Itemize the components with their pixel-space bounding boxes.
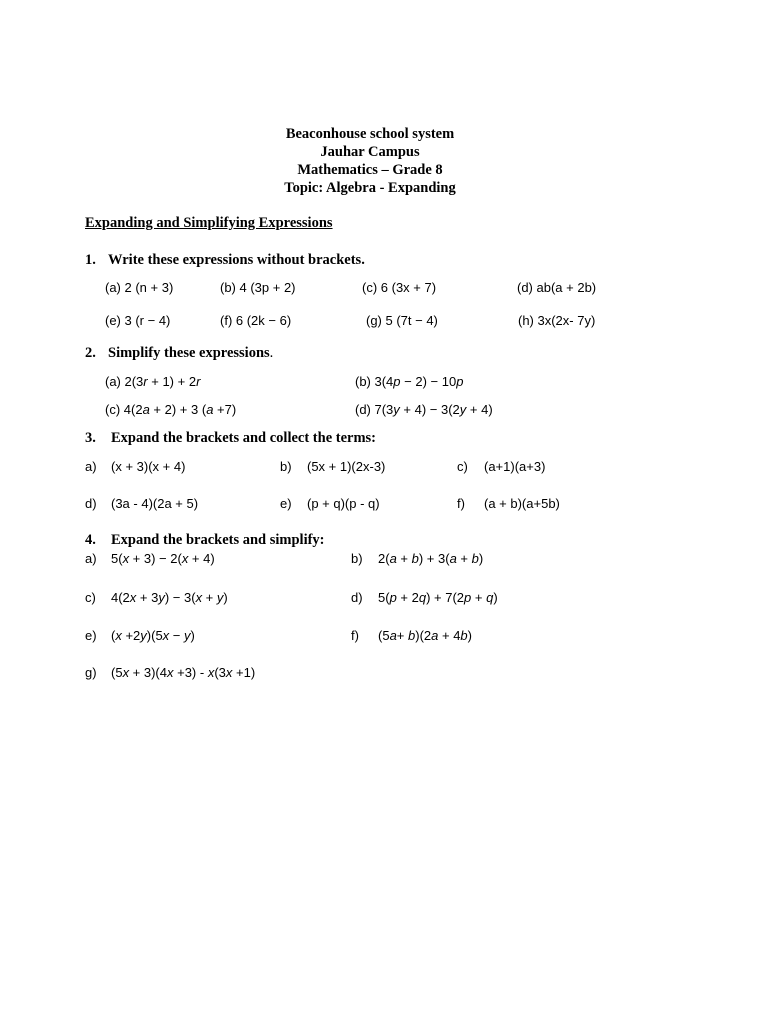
q3-title: Expand the brackets and collect the terms: — [111, 430, 377, 446]
q4-label-d: d) — [351, 590, 363, 605]
q2-item-d: (d) 7(3y + 4) − 3(2y + 4) — [355, 402, 493, 417]
q3-label-e: e) — [280, 496, 292, 511]
q2-number: 2. — [85, 345, 96, 361]
q1-item-e: (e) 3 (r − 4) — [105, 313, 171, 328]
q3-expr-d: (3a - 4)(2a + 5) — [111, 496, 199, 511]
q1-title: Write these expressions without brackets. — [108, 252, 365, 268]
q2-item-b: (b) 3(4p − 2) − 10p — [355, 374, 464, 389]
campus-name: Jauhar Campus — [320, 144, 420, 160]
q4-label-g: g) — [85, 665, 97, 680]
q3-expr-f: (a + b)(a+5b) — [484, 496, 560, 511]
q4-label-f: f) — [351, 628, 359, 643]
q1-item-a: (a) 2 (n + 3) — [105, 280, 174, 295]
q1-number: 1. — [85, 252, 96, 268]
q2-heading — [108, 345, 273, 362]
subject-grade: Mathematics – Grade 8 — [297, 162, 443, 178]
q2-item-c: (c) 4(2a + 2) + 3 (a +7) — [105, 402, 237, 417]
topic: Topic: Algebra - Expanding — [284, 180, 456, 196]
q4-title: Expand the brackets and simplify: — [111, 532, 325, 548]
q3-label-f: f) — [457, 496, 465, 511]
q4-expr-d: 5(p + 2q) + 7(2p + q) — [378, 590, 498, 605]
q3-expr-e: (p + q)(p - q) — [307, 496, 380, 511]
section-title: Expanding and Simplifying Expressions — [85, 215, 333, 231]
q4-label-b: b) — [351, 551, 363, 566]
q1-item-b: (b) 4 (3p + 2) — [220, 280, 296, 295]
q4-label-c: c) — [85, 590, 96, 605]
q1-item-f: (f) 6 (2k − 6) — [220, 313, 292, 328]
q1-item-d: (d) ab(a + 2b) — [517, 280, 597, 295]
q3-label-d: d) — [85, 496, 97, 511]
q4-expr-g: (5x + 3)(4x +3) - x(3x +1) — [111, 665, 256, 680]
q4-expr-e: (x +2y)(5x − y) — [111, 628, 195, 643]
q3-label-b: b) — [280, 459, 292, 474]
q3-expr-c: (a+1)(a+3) — [484, 459, 546, 474]
q2-title: Simplify these expressions — [108, 345, 270, 361]
q3-expr-a: (x + 3)(x + 4) — [111, 459, 186, 474]
q1-item-c: (c) 6 (3x + 7) — [362, 280, 437, 295]
q4-expr-f: (5a+ b)(2a + 4b) — [378, 628, 472, 643]
q3-number: 3. — [85, 430, 96, 446]
q4-number: 4. — [85, 532, 96, 548]
q3-label-c: c) — [457, 459, 468, 474]
q4-label-e: e) — [85, 628, 97, 643]
q1-item-g: (g) 5 (7t − 4) — [366, 313, 438, 328]
q3-label-a: a) — [85, 459, 97, 474]
q1-item-h: (h) 3x(2x- 7y) — [518, 313, 596, 328]
q2-title-period: . — [269, 345, 274, 361]
q4-expr-c: 4(2x + 3y) − 3(x + y) — [111, 590, 228, 605]
q4-label-a: a) — [85, 551, 97, 566]
q3-expr-b: (5x + 1)(2x-3) — [307, 459, 386, 474]
q4-expr-b: 2(a + b) + 3(a + b) — [378, 551, 484, 566]
q2-item-a: (a) 2(3r + 1) + 2r — [105, 374, 201, 389]
school-name: Beaconhouse school system — [285, 126, 455, 142]
q4-expr-a: 5(x + 3) − 2(x + 4) — [111, 551, 215, 566]
